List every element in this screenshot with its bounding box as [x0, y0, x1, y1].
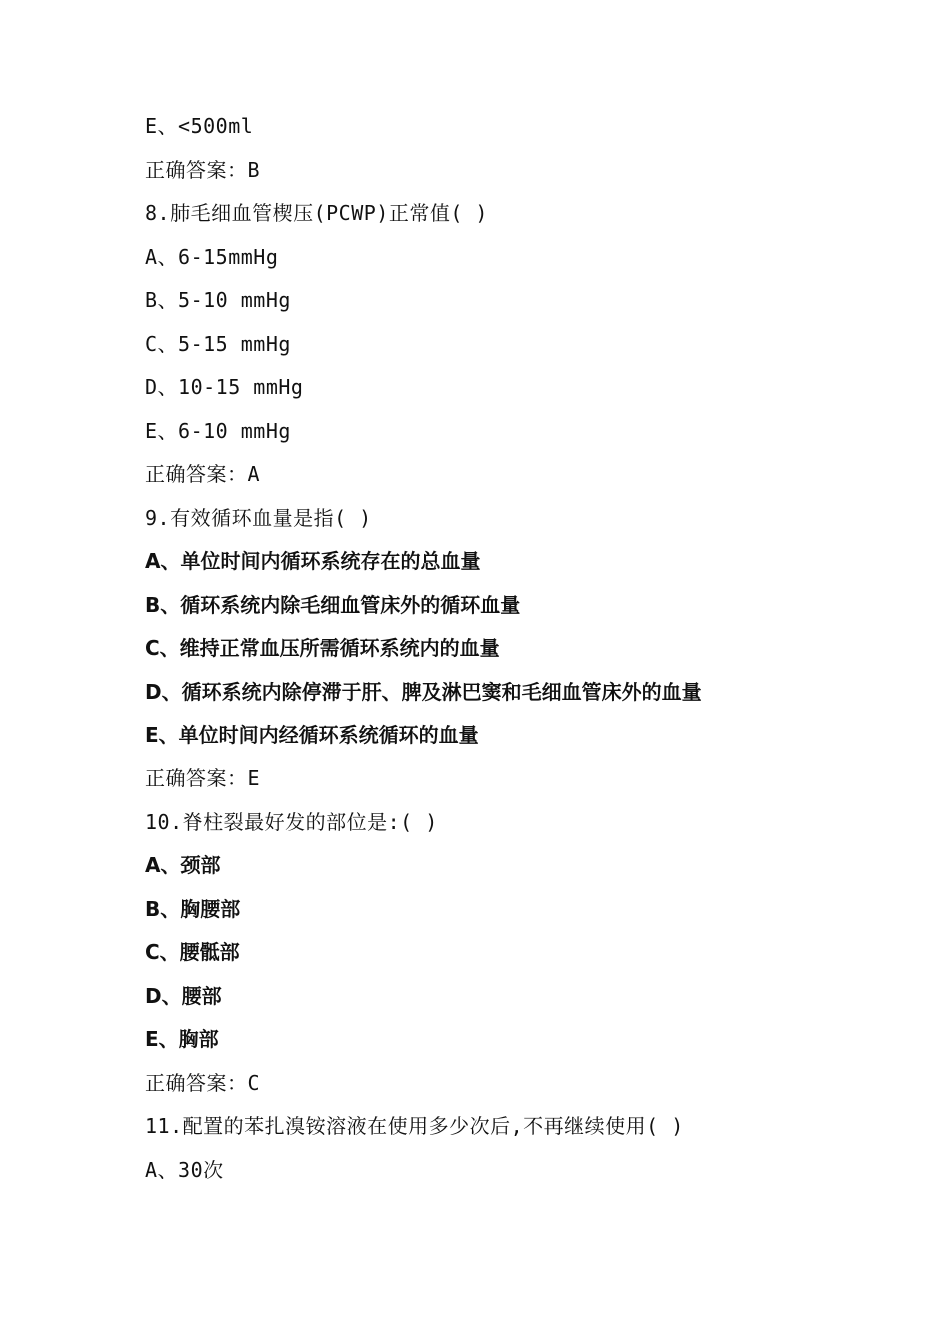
option-c: C、腰骶部 [145, 940, 240, 964]
option-a: A、6-15mmHg [145, 245, 279, 269]
correct-answer: 正确答案：C [145, 1071, 261, 1095]
correct-answer: 正确答案：E [145, 766, 261, 790]
correct-answer: 正确答案：A [145, 462, 261, 486]
question-8: 8.肺毛细血管楔压(PCWP)正常值( ) [145, 201, 488, 225]
option-c: C、维持正常血压所需循环系统内的血量 [145, 636, 500, 660]
question-11: 11.配置的苯扎溴铵溶液在使用多少次后,不再继续使用( ) [145, 1114, 684, 1138]
option-a: A、单位时间内循环系统存在的总血量 [145, 549, 481, 573]
question-10: 10.脊柱裂最好发的部位是:( ) [145, 810, 438, 834]
option-d: D、循环系统内除停滞于肝、脾及淋巴窦和毛细血管床外的血量 [145, 680, 702, 704]
option-e: E、单位时间内经循环系统循环的血量 [145, 723, 479, 747]
option-e: E、胸部 [145, 1027, 219, 1051]
question-9: 9.有效循环血量是指( ) [145, 506, 372, 530]
option-b: B、胸腰部 [145, 897, 241, 921]
correct-answer: 正确答案：B [145, 158, 261, 182]
option-b: B、循环系统内除毛细血管床外的循环血量 [145, 593, 521, 617]
option-e: E、6-10 mmHg [145, 419, 291, 443]
option-e: E、<500ml [145, 114, 254, 138]
option-b: B、5-10 mmHg [145, 288, 291, 312]
option-a: A、颈部 [145, 853, 221, 877]
option-d: D、10-15 mmHg [145, 375, 304, 399]
option-c: C、5-15 mmHg [145, 332, 291, 356]
option-d: D、腰部 [145, 984, 222, 1008]
option-a: A、30次 [145, 1158, 224, 1182]
